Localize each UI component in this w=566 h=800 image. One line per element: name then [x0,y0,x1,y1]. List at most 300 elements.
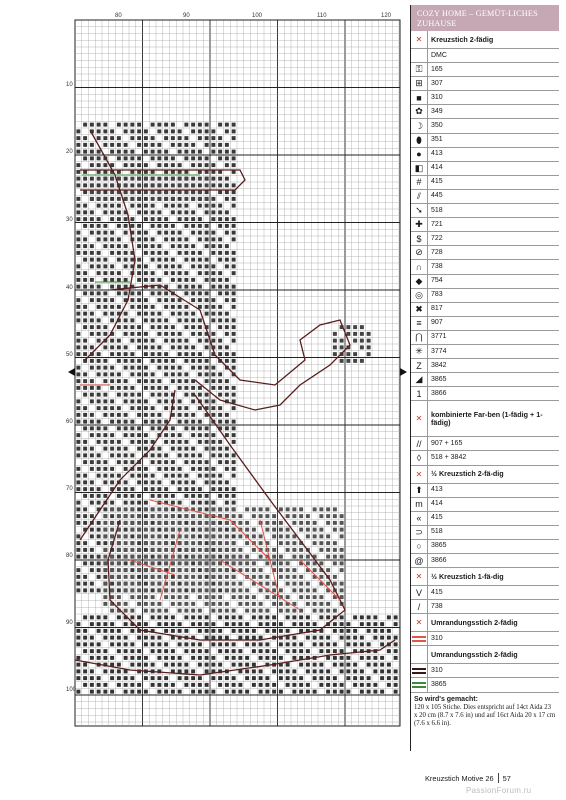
stitch-symbol [151,339,155,343]
stitch-symbol [117,237,121,241]
stitch-symbol [97,656,101,660]
stitch-symbol [130,372,134,376]
stitch-symbol [313,507,317,511]
stitch-symbol [373,622,377,626]
stitch-symbol [110,244,114,248]
stitch-symbol [164,399,168,403]
stitch-symbol [97,501,101,505]
stitch-symbol [137,271,141,275]
stitch-symbol [110,298,114,302]
stitch-symbol [83,480,87,484]
legend-label: 3866 [427,387,559,400]
stitch-symbol [103,602,107,606]
stitch-symbol [205,177,209,181]
stitch-symbol [171,231,175,235]
stitch-symbol [198,588,202,592]
stitch-symbol [198,683,202,687]
stitch-symbol [164,251,168,255]
stitch-symbol [164,514,168,518]
stitch-symbol [90,217,94,221]
stitch-symbol [333,332,337,336]
stitch-symbol [144,602,148,606]
stitch-symbol [191,312,195,316]
stitch-symbol [184,615,188,619]
stitch-symbol [225,501,229,505]
stitch-symbol [380,676,384,680]
stitch-symbol [130,453,134,457]
stitch-symbol [211,453,215,457]
stitch-symbol [272,528,276,532]
stitch-symbol [326,615,330,619]
stitch-symbol [157,420,161,424]
stitch-symbol [198,663,202,667]
stitch-symbol [232,291,236,295]
legend-label: 350 [427,119,559,132]
stitch-symbol [76,285,80,289]
stitch-symbol [184,629,188,633]
stitch-symbol [137,163,141,167]
stitch-symbol [340,521,344,525]
stitch-symbol [110,150,114,154]
stitch-symbol [103,244,107,248]
stitch-symbol [171,183,175,187]
stitch-symbol [178,629,182,633]
legend-label: 728 [427,246,559,259]
stitch-symbol [97,561,101,565]
stitch-symbol [144,501,148,505]
stitch-symbol [157,123,161,127]
stitch-symbol [279,656,283,660]
stitch-symbol [157,231,161,235]
stitch-symbol [333,514,337,518]
legend-label: 3866 [427,554,559,567]
stitch-symbol [333,642,337,646]
legend-row [411,678,559,692]
stitch-symbol [144,352,148,356]
stitch-symbol [394,615,398,619]
stitch-symbol [164,534,168,538]
stitch-symbol [299,548,303,552]
stitch-symbol [151,555,155,559]
half-square-icon: ◧ [414,162,424,173]
stitch-symbol [137,467,141,471]
stitch-symbol [130,426,134,430]
stitch-symbol [259,534,263,538]
stitch-symbol [171,177,175,181]
stitch-symbol [137,595,141,599]
stitch-symbol [299,528,303,532]
stitch-symbol [360,636,364,640]
stitch-symbol [90,588,94,592]
stitch-symbol [218,642,222,646]
stitch-symbol [218,507,222,511]
stitch-symbol [110,379,114,383]
stitch-symbol [171,244,175,248]
legend-row [411,387,559,401]
stitch-symbol [333,575,337,579]
stitch-symbol [90,291,94,295]
stitch-symbol [171,615,175,619]
stitch-symbol [171,534,175,538]
stitch-symbol [198,609,202,613]
stitch-symbol [110,656,114,660]
stitch-symbol [97,204,101,208]
stitch-symbol [151,636,155,640]
stitch-symbol [110,318,114,322]
stitch-symbol [211,332,215,336]
stitch-symbol [76,501,80,505]
stitch-symbol [110,453,114,457]
stitch-symbol [110,305,114,309]
stitch-symbol [272,534,276,538]
stitch-symbol [130,595,134,599]
stitch-symbol [76,345,80,349]
stitch-symbol [218,561,222,565]
stitch-symbol [137,528,141,532]
stitch-symbol [279,507,283,511]
stitch-symbol [286,649,290,653]
stitch-symbol [299,588,303,592]
stitch-symbol [326,609,330,613]
stitch-symbol [130,325,134,329]
stitch-symbol [238,534,242,538]
stitch-symbol [319,561,323,565]
stitch-symbol [232,305,236,309]
stitch-symbol [205,501,209,505]
stitch-symbol [286,642,290,646]
stitch-symbol [103,190,107,194]
stitch-symbol [83,190,87,194]
stitch-symbol [218,602,222,606]
stitch-symbol [171,528,175,532]
stitch-symbol [218,453,222,457]
stitch-symbol [110,237,114,241]
stitch-symbol [360,642,364,646]
stitch-symbol [151,480,155,484]
stitch-symbol [103,224,107,228]
stitch-symbol [238,690,242,694]
stitch-symbol [130,507,134,511]
stitch-symbol [97,494,101,498]
stitch-symbol [218,217,222,221]
stitch-symbol [178,244,182,248]
stitch-symbol [245,568,249,572]
stitch-symbol [124,150,128,154]
stitch-symbol [394,642,398,646]
stitch-symbol [151,514,155,518]
stitch-symbol [117,372,121,376]
legend-label: Kreuzstich 2-fädig [427,31,559,48]
stitch-symbol [191,291,195,295]
stitch-symbol [76,636,80,640]
legend-label: 310 [427,632,559,645]
green-line-icon [411,682,427,688]
stitch-symbol [205,123,209,127]
stitch-symbol [178,278,182,282]
stitch-symbol [117,487,121,491]
stitch-symbol [211,298,215,302]
stitch-symbol [184,474,188,478]
stitch-symbol [157,177,161,181]
stitch-symbol [97,325,101,329]
stitch-symbol [117,426,121,430]
stitch-symbol [184,487,188,491]
stitch-symbol [110,143,114,147]
stitch-symbol [97,366,101,370]
stitch-symbol [184,372,188,376]
stitch-symbol [137,264,141,268]
stitch-symbol [117,406,121,410]
stitch-symbol [124,521,128,525]
stitch-symbol [205,258,209,262]
stitch-symbol [340,622,344,626]
stitch-symbol [218,487,222,491]
stitch-symbol [97,339,101,343]
stitch-symbol [218,406,222,410]
stitch-symbol [360,676,364,680]
stitch-symbol [198,372,202,376]
stitch-symbol [191,150,195,154]
stitch-symbol [184,305,188,309]
stitch-symbol [272,548,276,552]
stitch-symbol [103,683,107,687]
stitch-symbol [157,190,161,194]
stitch-symbol [367,332,371,336]
stitch-symbol [205,649,209,653]
stitch-symbol [218,386,222,390]
stitch-symbol [76,163,80,167]
stitch-symbol [232,642,236,646]
stitch-symbol [292,521,296,525]
arch-icon: ∩ [415,261,423,272]
stitch-symbol [117,251,121,255]
stitch-symbol [76,177,80,181]
legend-label: 738 [427,260,559,273]
stitch-symbol [353,642,357,646]
stitch-symbol [232,609,236,613]
stitch-symbol [205,204,209,208]
stitch-symbol [184,521,188,525]
stitch-symbol [117,534,121,538]
stitch-symbol [380,622,384,626]
stitch-symbol [76,210,80,214]
stitch-symbol [137,393,141,397]
stitch-symbol [157,555,161,559]
stitch-symbol [245,636,249,640]
stitch-symbol [313,595,317,599]
stitch-symbol [97,534,101,538]
stitch-symbol [205,494,209,498]
stitch-symbol [205,244,209,248]
stitch-symbol [232,420,236,424]
stitch-symbol [124,224,128,228]
stitch-symbol [151,156,155,160]
stitch-symbol [171,204,175,208]
stitch-symbol [319,683,323,687]
stitch-symbol [232,487,236,491]
stitch-symbol [151,413,155,417]
legend-label: Umrandungsstich 2-fädig [427,614,559,631]
legend-row [411,77,559,91]
stitch-symbol [292,622,296,626]
top-axis-label: 100 [252,13,263,19]
stitch-symbol [178,305,182,309]
stitch-symbol [151,642,155,646]
stitch-symbol [110,413,114,417]
stitch-symbol [319,615,323,619]
stitch-symbol [97,622,101,626]
stitch-symbol [306,534,310,538]
stitch-symbol [171,298,175,302]
stitch-symbol [184,190,188,194]
stitch-symbol [103,669,107,673]
stitch-symbol [373,629,377,633]
stitch-symbol [191,231,195,235]
stitch-symbol [151,379,155,383]
stitch-symbol [137,312,141,316]
stitch-symbol [110,339,114,343]
stitch-symbol [97,399,101,403]
stitch-symbol [205,399,209,403]
stitch-symbol [130,163,134,167]
stitch-symbol [124,217,128,221]
stitch-symbol [232,264,236,268]
stitch-symbol [184,663,188,667]
stitch-symbol [151,541,155,545]
stitch-symbol [117,305,121,309]
stitch-symbol [144,555,148,559]
oval-icon: ⬮ [416,134,422,145]
stitch-symbol [103,622,107,626]
stitch-symbol [90,197,94,201]
stitch-symbol [124,514,128,518]
stitch-symbol [124,656,128,660]
stitch-symbol [191,197,195,201]
stitch-symbol [151,136,155,140]
stitch-symbol [90,318,94,322]
stitch-symbol [103,514,107,518]
top-axis-label: 90 [183,13,190,19]
stitch-symbol [394,636,398,640]
stitch-symbol [191,534,195,538]
stitch-symbol [130,440,134,444]
stitch-symbol [110,636,114,640]
stitch-symbol [117,683,121,687]
stitch-symbol [198,568,202,572]
stitch-symbol [211,501,215,505]
stitch-symbol [191,123,195,127]
stitch-symbol [76,676,80,680]
stitch-symbol [124,561,128,565]
stitch-symbol [151,406,155,410]
stitch-symbol [130,177,134,181]
stitch-symbol [198,136,202,140]
stitch-symbol [90,312,94,316]
stitch-symbol [205,656,209,660]
stitch-symbol [110,622,114,626]
stitch-symbol [252,649,256,653]
stitch-symbol [346,629,350,633]
stitch-symbol [259,690,263,694]
stitch-symbol [218,649,222,653]
stitch-symbol [83,285,87,289]
stitch-symbol [164,460,168,464]
stitch-symbol [184,136,188,140]
stitch-symbol [184,271,188,275]
stitch-symbol [232,366,236,370]
stitch-symbol [76,129,80,133]
stitch-symbol [319,676,323,680]
stitch-symbol [97,183,101,187]
stitch-symbol [117,420,121,424]
stitch-symbol [245,642,249,646]
stitch-symbol [117,494,121,498]
legend-label: 907 + 165 [427,437,559,450]
stitch-symbol [83,642,87,646]
stitch-symbol [151,271,155,275]
stitch-symbol [198,595,202,599]
stitch-symbol [367,676,371,680]
stitch-symbol [191,480,195,484]
stitch-symbol [137,447,141,451]
stitch-symbol [130,615,134,619]
stitch-symbol [144,251,148,255]
stitch-symbol [218,251,222,255]
stitch-symbol [225,555,229,559]
stitch-symbol [313,568,317,572]
stitch-symbol [151,244,155,248]
stitch-symbol [97,386,101,390]
stitch-symbol [198,291,202,295]
stitch-symbol [191,143,195,147]
stitch-symbol [306,669,310,673]
stitch-symbol [367,690,371,694]
note-title: So wird's gemacht: [414,695,478,703]
stitch-symbol [198,204,202,208]
legend-row [411,498,559,512]
stitch-symbol [198,649,202,653]
stitch-symbol [178,669,182,673]
stitch-symbol [103,406,107,410]
stitch-symbol [103,183,107,187]
stitch-symbol [130,534,134,538]
stitch-symbol [110,642,114,646]
stitch-symbol [306,561,310,565]
stitch-symbol [373,636,377,640]
stitch-symbol [171,494,175,498]
stitch-symbol [124,460,128,464]
stitch-symbol [211,271,215,275]
stitch-symbol [198,264,202,268]
stitch-symbol [97,298,101,302]
stitch-symbol [225,649,229,653]
stitch-symbol [265,561,269,565]
stitch-symbol [259,642,263,646]
stitch-symbol [124,386,128,390]
stitch-symbol [306,588,310,592]
stitch-symbol [360,683,364,687]
stitch-symbol [184,217,188,221]
stitch-symbol [130,642,134,646]
arrow-up-icon: ⬆ [415,484,423,495]
stitch-symbol [178,251,182,255]
stitch-symbol [117,271,121,275]
legend-label: 3865 [427,678,559,691]
stitch-symbol [157,642,161,646]
triangle-icon: ◢ [415,374,423,385]
stitch-symbol [97,332,101,336]
left-axis-label: 40 [66,285,73,291]
